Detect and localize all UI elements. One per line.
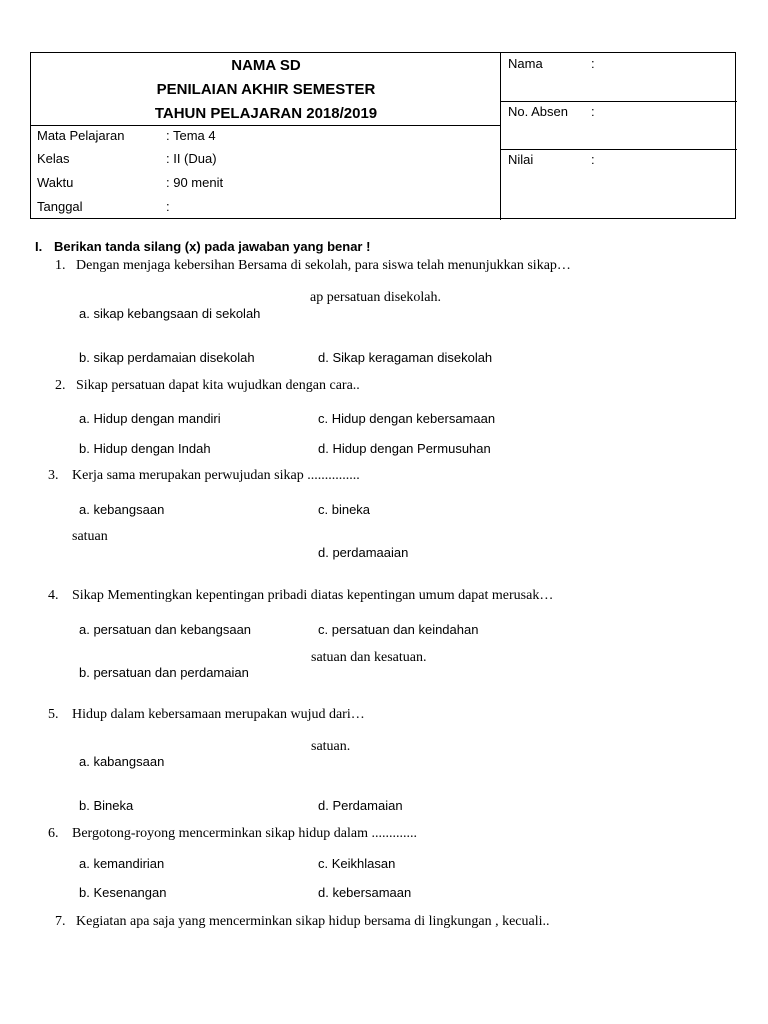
option-5b[interactable]: b. Bineka (79, 798, 134, 813)
title-divider (31, 125, 501, 126)
question-number-2: 2. (55, 378, 66, 393)
question-text-4: Sikap Mementingkan kepentingan pribadi diatas kepentingan umum dapat merusak… (72, 588, 554, 603)
option-5a[interactable]: a. kabangsaan (79, 754, 165, 769)
info-label-date: Tanggal (37, 199, 83, 214)
field-divider-2 (500, 149, 737, 150)
field-label-name: Nama (508, 56, 543, 71)
option-4a[interactable]: a. persatuan dan kebangsaan (79, 622, 252, 637)
option-6c[interactable]: c. Keikhlasan (318, 856, 396, 871)
option-4c[interactable]: c. persatuan dan keindahan (318, 622, 479, 637)
header-table (30, 52, 736, 219)
question-text-5: Hidup dalam kebersamaan merupakan wujud dari… (72, 707, 365, 722)
option-2d[interactable]: d. Hidup dengan Permusuhan (318, 441, 491, 456)
option-2b[interactable]: b. Hidup dengan Indah (79, 441, 211, 456)
question-number-4: 4. (48, 588, 59, 603)
question-number-5: 5. (48, 707, 59, 722)
question-fragment-3: satuan (72, 529, 108, 544)
field-input-name[interactable]: : (591, 56, 595, 71)
question-text-6: Bergotong-royong mencerminkan sikap hidup dalam ............. (72, 826, 418, 841)
option-6a[interactable]: a. kemandirian (79, 856, 165, 871)
question-text-7: Kegiatan apa saja yang mencerminkan sikap hidup bersama di lingkungan , kecuali.. (76, 914, 550, 929)
info-value-time: : 90 menit (166, 175, 224, 190)
field-input-absen[interactable]: : (591, 104, 595, 119)
option-1d[interactable]: d. Sikap keragaman disekolah (318, 350, 493, 365)
option-2c[interactable]: c. Hidup dengan kebersamaan (318, 411, 496, 426)
question-fragment-4: satuan dan kesatuan. (311, 650, 427, 665)
option-6b[interactable]: b. Kesenangan (79, 885, 167, 900)
field-label-score: Nilai (508, 152, 534, 167)
info-label-class: Kelas (37, 151, 70, 166)
exam-title: PENILAIAN AKHIR SEMESTER (156, 81, 376, 98)
option-1a[interactable]: a. sikap kebangsaan di sekolah (79, 306, 261, 321)
question-text-3: Kerja sama merupakan perwujudan sikap ............... (72, 468, 360, 483)
option-6d[interactable]: d. kebersamaan (318, 885, 412, 900)
question-fragment-1: ap persatuan disekolah. (310, 290, 442, 305)
option-5d[interactable]: d. Perdamaian (318, 798, 403, 813)
question-fragment-5: satuan. (311, 739, 351, 754)
info-value-class: : II (Dua) (166, 151, 217, 166)
question-number-7: 7. (55, 914, 66, 929)
option-2a[interactable]: a. Hidup dengan mandiri (79, 411, 221, 426)
academic-year: TAHUN PELAJARAN 2018/2019 (154, 105, 378, 122)
option-3c[interactable]: c. bineka (318, 502, 371, 517)
info-value-date: : (166, 199, 170, 214)
info-value-subject: : Tema 4 (166, 128, 216, 143)
question-number-6: 6. (48, 826, 59, 841)
info-label-subject: Mata Pelajaran (37, 128, 125, 143)
question-text-1: Dengan menjaga kebersihan Bersama di sekolah, para siswa telah menunjukkan sikap… (76, 258, 571, 273)
option-3a[interactable]: a. kebangsaan (79, 502, 165, 517)
column-divider (500, 53, 501, 220)
option-1b[interactable]: b. sikap perdamaian disekolah (79, 350, 255, 365)
section-instruction: Berikan tanda silang (x) pada jawaban yang benar ! (54, 239, 371, 254)
option-4b[interactable]: b. persatuan dan perdamaian (79, 665, 249, 680)
info-label-time: Waktu (37, 175, 74, 190)
question-text-2: Sikap persatuan dapat kita wujudkan dengan cara.. (76, 378, 360, 393)
school-name: NAMA SD (231, 57, 301, 74)
field-divider-1 (500, 101, 737, 102)
section-number: I. (35, 239, 43, 254)
field-input-score[interactable]: : (591, 152, 595, 167)
question-number-1: 1. (55, 258, 66, 273)
option-3d[interactable]: d. perdamaaian (318, 545, 409, 560)
question-number-3: 3. (48, 468, 59, 483)
field-label-absen: No. Absen (508, 104, 568, 119)
